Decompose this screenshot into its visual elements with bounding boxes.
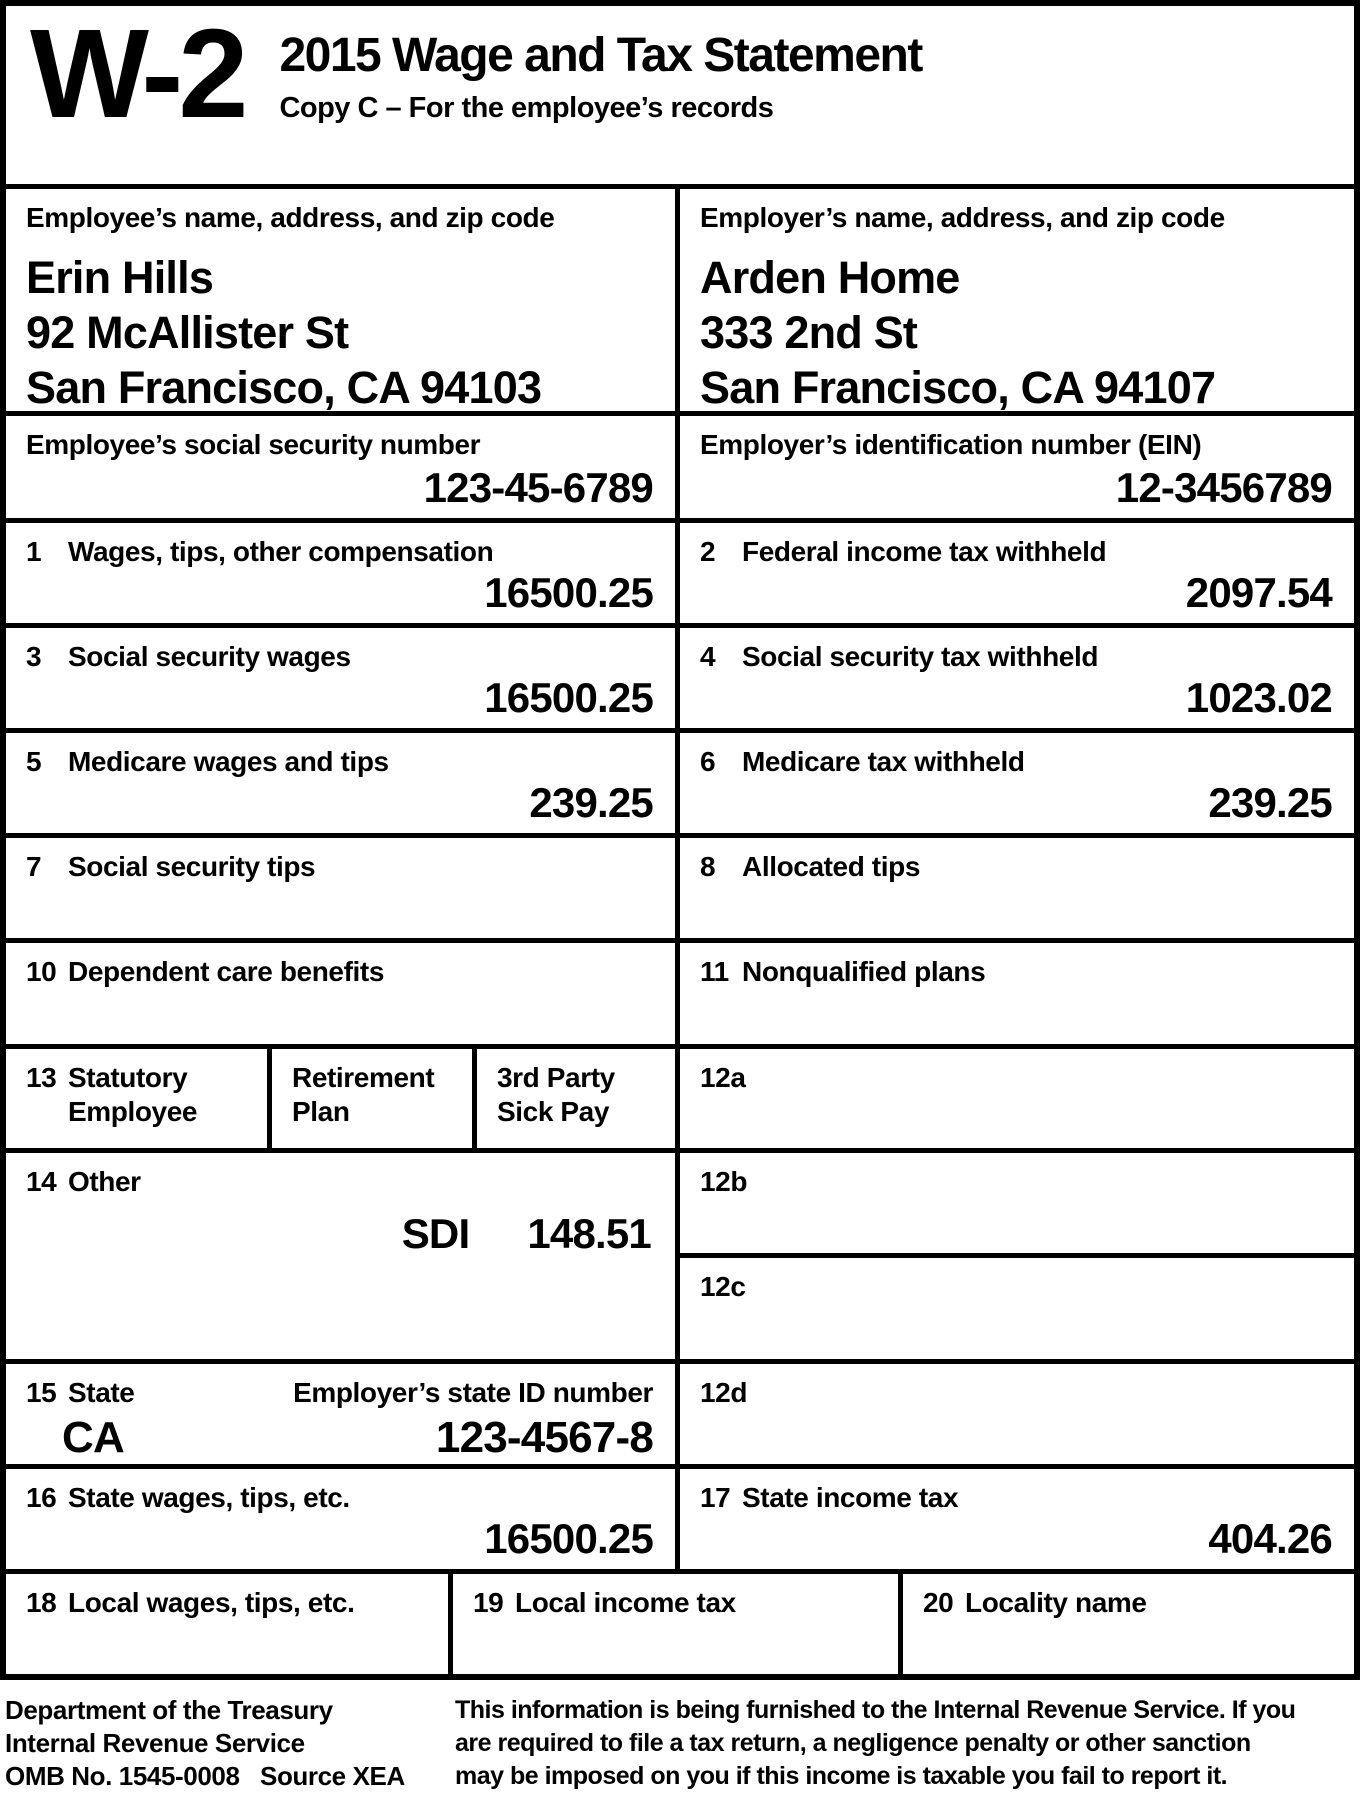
- box-12c: [680, 1258, 1354, 1359]
- box-17-label: State income tax: [742, 1482, 959, 1513]
- box-3-value: 16500.25: [484, 674, 653, 721]
- box-12b-label: 12b: [700, 1166, 748, 1197]
- box-8: [680, 838, 1354, 938]
- box-7: [6, 838, 680, 938]
- box-4-value: 1023.02: [1185, 674, 1332, 721]
- box-5: [6, 733, 680, 833]
- form-footer: [0, 1694, 1360, 1793]
- header-text: [279, 30, 921, 125]
- box-6-label: Medicare tax withheld: [742, 746, 1025, 777]
- row-box15-box12d: [6, 1364, 1354, 1469]
- box-2: [680, 523, 1354, 623]
- box-5-value: 239.25: [529, 779, 653, 826]
- row-box7-box8: [6, 838, 1354, 943]
- box-2-label: Federal income tax withheld: [742, 536, 1107, 567]
- box-3: [6, 628, 680, 728]
- box-12d: [680, 1364, 1354, 1464]
- box-12a-label: 12a: [700, 1062, 746, 1093]
- box-14-value: 148.51: [527, 1210, 651, 1257]
- box-4: [680, 628, 1354, 728]
- box-17-number: 17: [700, 1482, 731, 1513]
- box-13-sickpay: [477, 1049, 680, 1148]
- box-1-value: 16500.25: [484, 569, 653, 616]
- footer-notice-line3: may be imposed on you if this income is taxable you fail to report it.: [455, 1762, 1228, 1790]
- ssn-cell: [6, 416, 680, 518]
- employee-address-cell: [6, 189, 680, 411]
- employer-street: 333 2nd St: [700, 307, 918, 358]
- box-6: [680, 733, 1354, 833]
- box-8-label: Allocated tips: [742, 851, 920, 882]
- box-1: [6, 523, 680, 623]
- box-6-number: 6: [700, 746, 716, 777]
- form-title: 2015 Wage and Tax Statement: [279, 29, 922, 82]
- box-4-number: 4: [700, 641, 716, 672]
- footer-notice-line1: This information is being furnished to the Internal Revenue Service. If you: [455, 1696, 1296, 1724]
- box-14-code: SDI: [401, 1210, 470, 1257]
- box-6-value: 239.25: [1208, 779, 1332, 826]
- box-11: [680, 943, 1354, 1044]
- box-13-statutory: [6, 1049, 272, 1148]
- row-box3-box4: [6, 628, 1354, 733]
- footer-agency-block: [5, 1694, 455, 1793]
- box-13-sickpay-line2: Sick Pay: [497, 1096, 609, 1127]
- box-3-label: Social security wages: [68, 641, 351, 672]
- box-19: [453, 1574, 903, 1674]
- box-11-number: 11: [700, 956, 729, 987]
- box-13-statutory-label: [68, 1061, 197, 1129]
- row-box1-box2: [6, 523, 1354, 628]
- box-19-label: Local income tax: [515, 1587, 736, 1618]
- box-10-label: Dependent care benefits: [68, 956, 384, 987]
- box-17: [680, 1469, 1354, 1569]
- ssn-label: Employee’s social security number: [26, 429, 481, 460]
- employer-city-state-zip: San Francisco, CA 94107: [700, 362, 1216, 411]
- box-13-statutory-line1: Statutory: [68, 1062, 188, 1093]
- employee-street: 92 McAllister St: [26, 307, 349, 358]
- box-12a: [680, 1049, 1354, 1148]
- box-20-number: 20: [923, 1587, 954, 1618]
- ein-cell: [680, 416, 1354, 518]
- box-2-number: 2: [700, 536, 716, 567]
- box-13-retirement: [272, 1049, 477, 1148]
- box-13-sickpay-line1: 3rd Party: [497, 1062, 615, 1093]
- box-10-number: 10: [26, 956, 57, 987]
- box-10: [6, 943, 680, 1044]
- box-12c-label: 12c: [700, 1271, 746, 1302]
- footer-notice-block: [455, 1694, 1360, 1793]
- box-13-retirement-line2: Plan: [292, 1096, 350, 1127]
- box-15-number: 15: [26, 1377, 57, 1408]
- row-box18-box19-box20: [6, 1574, 1354, 1674]
- box-5-number: 5: [26, 746, 42, 777]
- row-box13-box12a: [6, 1049, 1354, 1153]
- box-7-label: Social security tips: [68, 851, 316, 882]
- form-copy-label: Copy C – For the employee’s records: [279, 92, 774, 124]
- box-12d-label: 12d: [700, 1377, 748, 1408]
- row-names-addresses: [6, 189, 1354, 416]
- box-13-number: 13: [26, 1062, 57, 1093]
- box-1-label: Wages, tips, other compensation: [68, 536, 494, 567]
- employer-address-label: Employer’s name, address, and zip code: [700, 202, 1225, 233]
- box-15-state-id-label: Employer’s state ID number: [293, 1377, 653, 1408]
- row-box10-box11: [6, 943, 1354, 1049]
- employee-city-state-zip: San Francisco, CA 94103: [26, 362, 542, 411]
- row-box5-box6: [6, 733, 1354, 838]
- ein-label: Employer’s identification number (EIN): [700, 429, 1202, 460]
- row-box16-box17: [6, 1469, 1354, 1574]
- box-7-number: 7: [26, 851, 42, 882]
- box-16-number: 16: [26, 1482, 57, 1513]
- box-15-state-value: CA: [62, 1413, 124, 1462]
- employer-name: Arden Home: [700, 252, 960, 303]
- ein-value: 12-3456789: [1115, 464, 1332, 511]
- footer-omb-line: OMB No. 1545-0008 Source XEA: [5, 1761, 405, 1791]
- employee-address-block: [26, 250, 653, 411]
- box-13-statutory-line2: Employee: [68, 1096, 198, 1127]
- box-2-value: 2097.54: [1185, 569, 1332, 616]
- ssn-value: 123-45-6789: [423, 464, 653, 511]
- employee-name: Erin Hills: [26, 252, 214, 303]
- form-header: [6, 3, 1354, 189]
- box-16-label: State wages, tips, etc.: [68, 1482, 350, 1513]
- box-15-label: State: [68, 1377, 135, 1408]
- box-3-number: 3: [26, 641, 42, 672]
- box-16: [6, 1469, 680, 1569]
- box-15: [6, 1364, 680, 1464]
- box-4-label: Social security tax withheld: [742, 641, 1099, 672]
- box-13-retirement-line1: Retirement: [292, 1062, 435, 1093]
- footer-notice-line2: are required to file a tax return, a negligence penalty or other sanction: [455, 1729, 1251, 1757]
- footer-treasury-line: Department of the Treasury: [5, 1695, 333, 1725]
- w2-badge: W-2: [30, 3, 244, 144]
- box-20-label: Locality name: [965, 1587, 1147, 1618]
- employer-address-cell: [680, 189, 1354, 411]
- box-14-label: Other: [68, 1166, 141, 1197]
- box-20: [903, 1574, 1354, 1674]
- box-14-entry: [26, 1210, 653, 1258]
- box-18-number: 18: [26, 1587, 57, 1618]
- box-19-number: 19: [473, 1587, 504, 1618]
- box-14-number: 14: [26, 1166, 57, 1197]
- box-11-label: Nonqualified plans: [742, 956, 986, 987]
- footer-irs-line: Internal Revenue Service: [5, 1728, 305, 1758]
- box-12b: [680, 1153, 1354, 1258]
- box-14: [6, 1153, 680, 1359]
- box-18-label: Local wages, tips, etc.: [68, 1587, 355, 1618]
- box-1-number: 1: [26, 536, 42, 567]
- box-17-value: 404.26: [1208, 1515, 1332, 1562]
- box-5-label: Medicare wages and tips: [68, 746, 389, 777]
- box-15-state-id-value: 123-4567-8: [435, 1413, 653, 1462]
- row-box14-box12bc: [6, 1153, 1354, 1364]
- box-16-value: 16500.25: [484, 1515, 653, 1562]
- box-8-number: 8: [700, 851, 716, 882]
- employer-address-block: [700, 250, 1332, 411]
- box-12bc-column: [680, 1153, 1354, 1359]
- employee-address-label: Employee’s name, address, and zip code: [26, 202, 555, 233]
- row-ssn-ein: [6, 416, 1354, 523]
- box-18: [6, 1574, 453, 1674]
